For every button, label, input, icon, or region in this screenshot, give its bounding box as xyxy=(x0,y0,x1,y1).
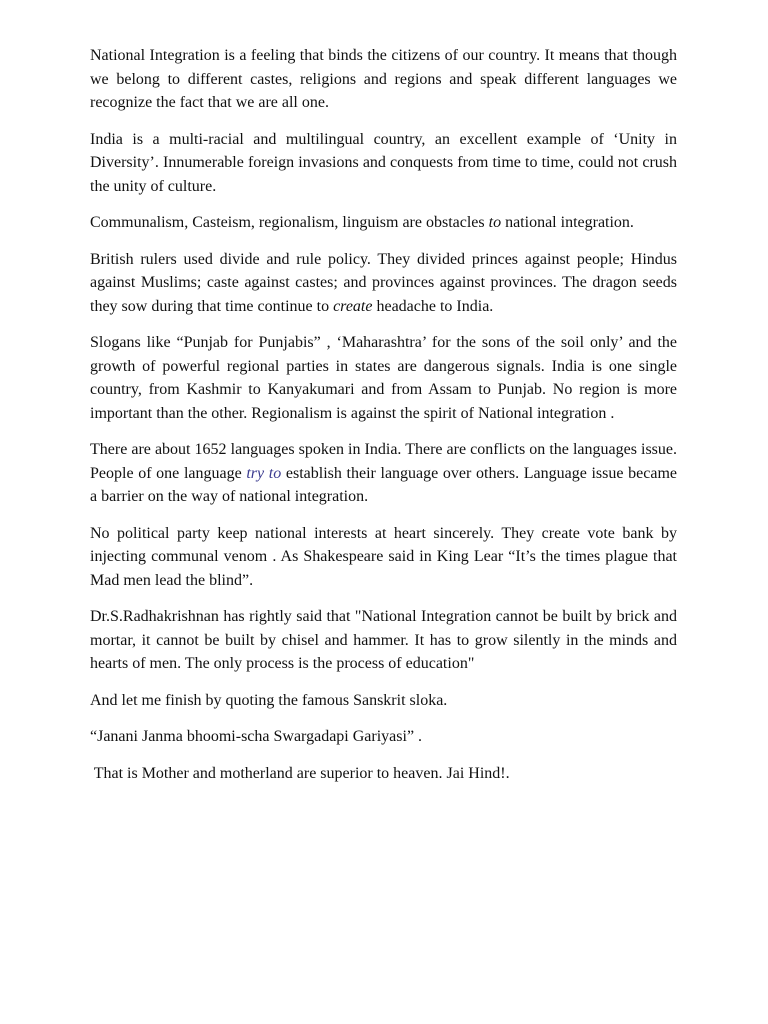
paragraph-closing-intro: And let me finish by quoting the famous Sanskrit sloka. xyxy=(90,691,448,709)
paragraph-text: Communalism, Casteism, regionalism, linguism are obstacles xyxy=(90,214,489,231)
paragraph-unity-in-diversity: India is a multi-racial and multilingual country, an excellent example of ‘Unity in Diversity’. Innumerable foreign invasions and conquests from time to time, could not crush the unity of culture. xyxy=(90,130,677,195)
emphasized-word: create xyxy=(333,297,373,315)
document-body xyxy=(90,44,677,798)
paragraph-languages xyxy=(90,438,677,509)
paragraph-text: There are about 1652 languages spoken in India. There are conflicts on the languages issue. People of one language xyxy=(90,441,677,482)
paragraph-regionalism: Slogans like “Punjab for Punjabis” , ‘Maharashtra’ for the sons of the soil only’ and the growth of powerful regional parties in states are dangerous signals. India is one single country, from Kashmir to Kanyakumari and from Assam to Punjab. No region is more important than the other. Regionalism is against the spirit of National integration . xyxy=(90,334,677,422)
paragraph-text: headache to India. xyxy=(372,297,494,315)
paragraph-conclusion: That is Mother and motherland are superior to heaven. Jai Hind!. xyxy=(90,764,510,782)
paragraph-radhakrishnan-quote: Dr.S.Radhakrishnan has rightly said that "National Integration cannot be built by brick and mortar, it cannot be built by chisel and hammer. It has to grow silently in the minds and hearts of men. The only process is the process of education" xyxy=(90,608,677,672)
paragraph-text: British rulers used divide and rule policy. They divided princes against people; Hindus against Muslims; caste against castes; and provinces against provinces. The dragon seeds they sow during that time continue to xyxy=(90,250,677,315)
paragraph-obstacles xyxy=(90,211,677,235)
paragraph-text: establish their language over others. Language issue became a barrier on the way of national integration. xyxy=(90,464,677,505)
emphasized-word: try to xyxy=(246,464,282,482)
emphasized-word: to xyxy=(488,214,502,231)
paragraph-sanskrit-sloka: “Janani Janma bhoomi-scha Swargadapi Gariyasi” . xyxy=(90,728,423,745)
paragraph-national-integration: National Integration is a feeling that binds the citizens of our country. It means that though we belong to different castes, religions and regions and speak different languages we recognize the fact that we are all one. xyxy=(90,47,677,111)
paragraph-british-rulers xyxy=(90,248,677,319)
paragraph-text: national integration. xyxy=(501,214,634,231)
paragraph-political-parties: No political party keep national interests at heart sincerely. They create vote bank by injecting communal venom . As Shakespeare said in King Lear “It’s the times plague that Mad men lead the blind”. xyxy=(90,524,677,589)
